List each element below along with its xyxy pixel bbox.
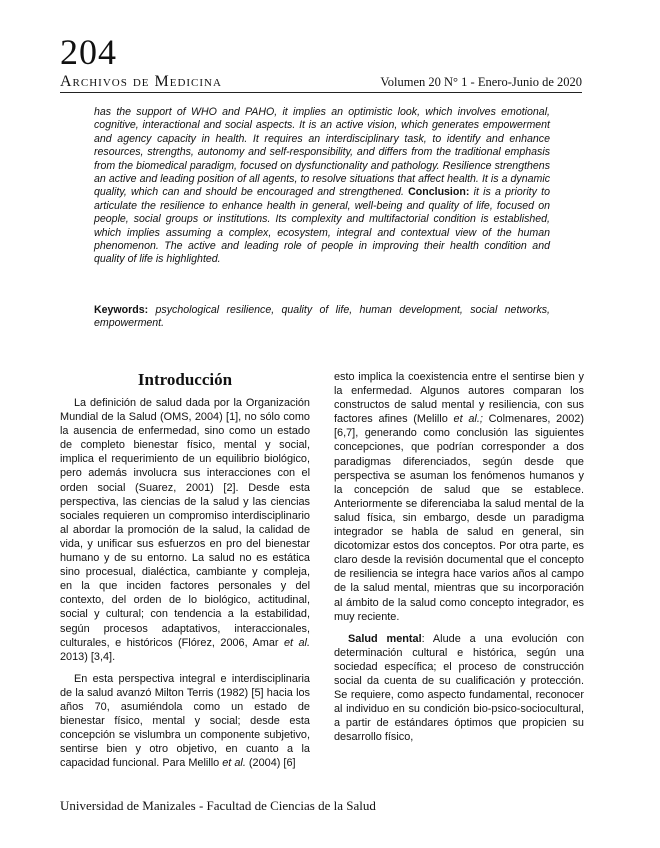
abstract [94, 106, 550, 267]
paragraph-text: : Alude a una evolución con determinación cultural e histórica, según una sociedad específica; el proceso de construcción social da cuenta de su cualificación y protección. Se requiere, como aspecto fundamental, reconocer al individuo en su condición bio-psico-sociocultural, a partir de estándares óptimos que propicien su desarrollo físico, [334, 632, 584, 744]
keywords-text: psychological resilience, quality of life, human development, social networks, empowerment. [94, 304, 550, 330]
paragraph [334, 632, 584, 745]
keywords-label: Keywords: [94, 304, 149, 316]
paragraph-text: Colmenares, 2002) [6,7], generando como conclusión las siguientes concepciones, que podrían corresponder a dos paradigmas diferenciados, según desde que perspectiva se asuman los fenómenos humanos y la concepción de salud que se establece. Anteriormente se diferenciaba la salud mental de la salud física, sin embargo, desde un paradigma integrador se habla de salud en general, sin dicotomizar estos dos conceptos. Por otra parte, es claro desde la revisión documental que el concepto de resiliencia se integra hace varios años al campo de la salud mental, mientras que su incorporación al ámbito de la salud como concepto integrador, es muy reciente. [334, 413, 584, 623]
section-heading: Introducción [137, 370, 233, 389]
conclusion-text: it is a priority to articulate the resilience to enhance health in general, well-being and quality of life, focused on people, social groups or institutions. Its complexity and multifactorial condition is established, which implies assuming a complex, ecosystem, integral and contextual view of the human phenomenon. The active and leading role of people in improving their health condition and quality of life is highlighted. [94, 186, 550, 266]
term-label: Salud mental [348, 632, 422, 645]
etal-text: et al.; [453, 413, 483, 426]
paragraph-text: 2013) [3,4]. [60, 650, 116, 663]
volume-info: Volumen 20 N° 1 - Enero-Junio de 2020 [380, 75, 582, 89]
etal-text: et al. [283, 636, 310, 649]
page-number: 204 [60, 32, 117, 72]
journal-title: Archivos de Medicina [60, 73, 222, 90]
column-left [60, 370, 310, 770]
column-right [334, 370, 584, 744]
header-rule [60, 72, 582, 93]
paragraph-text: esto implica la coexistencia entre el sentirse bien y la enfermedad. Algunos autores comparan los constructos de salud mental y resiliencia, con sus factores afines (Melillo [334, 371, 584, 426]
page-header [60, 34, 582, 93]
etal-text: et al. [222, 757, 246, 770]
abstract-text: has the support of WHO and PAHO, it implies an optimistic look, which involves emotional, cognitive, interactional and social aspects. It is an active vision, which generates empowerment and agency capacity in health. It requires an interdisciplinary task, to identify and enhance resources, strengths, autonomy and self-responsibility, and differs from the traditional emphasis from the biomedical paradigm, focused on dysfunctionality and pathology. Resilience strengthens an active and leading position of all agents, to resolve situations that affect health. It is a dynamic quality, which can and should be encouraged and strengthened. [94, 106, 550, 199]
keywords [94, 304, 550, 331]
paragraph-text: (2004) [6] [248, 757, 296, 770]
paragraph-text: La definición de salud dada por la Organización Mundial de la Salud (OMS, 2004) [1], no sólo como la ausencia de enfermedad, sino como un estado de completo bienestar físico, mental y social, implica el requerimiento de un equilibrio biológico, pero además involucra sus interacciones con el orden social (Suarez, 2001) [2]. Desde esta perspectiva, las ciencias de la salud y las ciencias sociales requieren un compromiso interdisciplinario al abordar la promoción de la salud, la calidad de vida, y unificar sus esfuerzos en pro del bienestar humano y de su entorno. La salud no es estática sino procesual, dialéctica, cambiante y compleja, en la que inciden factores personales y del contexto, del orden de lo biológico, actitudinal, social y cultural; con tendencia a la estabilidad, según procesos adaptativos, interaccionales, culturales, e históricos (Flórez, 2006, Amar [60, 397, 310, 649]
page-footer: Universidad de Manizales - Facultad de Ciencias de la Salud [60, 798, 376, 813]
conclusion-label: Conclusion: [408, 186, 470, 199]
paragraph [60, 396, 310, 664]
paragraph [60, 672, 310, 771]
paragraph-text: En esta perspectiva integral e interdisciplinaria de la salud avanzó Milton Terris (1982) [5] hacia los años 70, asumiéndola como un estado de bienestar físico, mental y social; desde esta concepción se vislumbra un componente subjetivo, sentirse bien y otro objetivo, en cuanto a la capacidad funcional. Para Melillo [60, 672, 310, 770]
paragraph-continued [334, 370, 584, 624]
